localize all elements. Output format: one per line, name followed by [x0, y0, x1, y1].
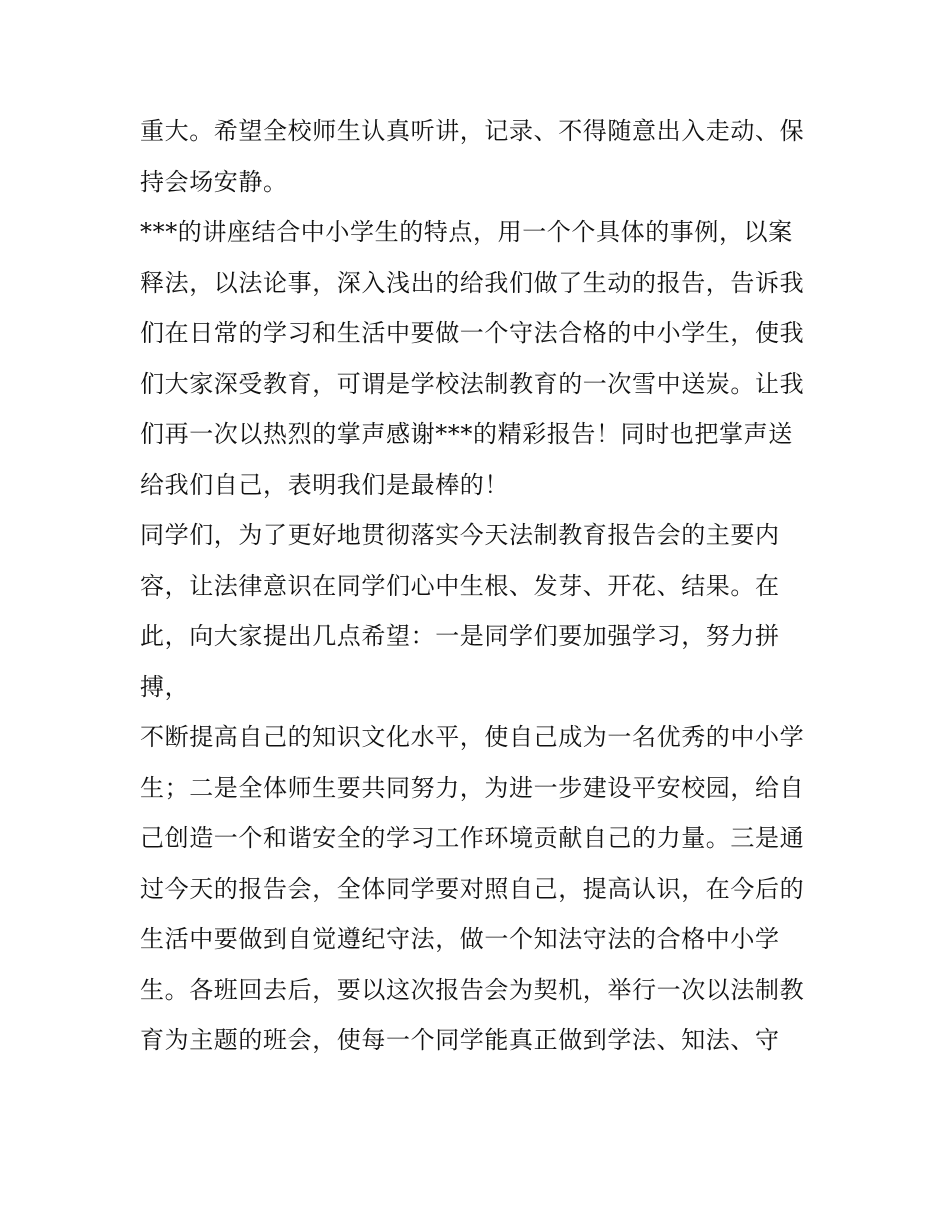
text-line: 重大。希望全校师生认真听讲，记录、不得随意出入走动、保	[140, 117, 805, 145]
text-line: 过今天的报告会，全体同学要对照自己，提高认识，在今后的	[140, 874, 805, 903]
text-line: 不断提高自己的知识文化水平，使自己成为一名优秀的中小学	[140, 723, 805, 751]
text-line: 搏，	[140, 672, 190, 701]
text-line: 生；二是全体师生要共同努力，为进一步建设平安校园，给自	[140, 773, 805, 802]
text-line: 生活中要做到自觉遵纪守法，做一个知法守法的合格中小学	[140, 925, 780, 953]
text-line: 生。各班回去后，要以这次报告会为契机，举行一次以法制教	[140, 975, 805, 1004]
text-line: 释法，以法论事，深入浅出的给我们做了生动的报告，告诉我	[140, 268, 805, 297]
text-line: 们大家深受教育，可谓是学校法制教育的一次雪中送炭。让我	[140, 369, 805, 398]
text-line: 此，向大家提出几点希望：一是同学们要加强学习，努力拼	[140, 622, 780, 650]
body-text	[140, 106, 820, 1066]
text-line: 持会场安静。	[140, 167, 288, 196]
text-line: 给我们自己，表明我们是最棒的！	[140, 470, 509, 499]
text-line: 己创造一个和谐安全的学习工作环境贡献自己的力量。三是通	[140, 824, 805, 852]
text-line: 们在日常的学习和生活中要做一个守法合格的中小学生，使我	[140, 319, 805, 347]
text-line: 育为主题的班会，使每一个同学能真正做到学法、知法、守	[140, 1026, 780, 1054]
text-line: 容，让法律意识在同学们心中生根、发芽、开花、结果。在	[140, 571, 780, 600]
text-line: 们再一次以热烈的掌声感谢***的精彩报告！同时也把掌声送	[140, 420, 793, 448]
text-line: 同学们，为了更好地贯彻落实今天法制教育报告会的主要内	[140, 521, 780, 549]
text-line: ***的讲座结合中小学生的特点，用一个个具体的事例，以案	[140, 218, 793, 246]
